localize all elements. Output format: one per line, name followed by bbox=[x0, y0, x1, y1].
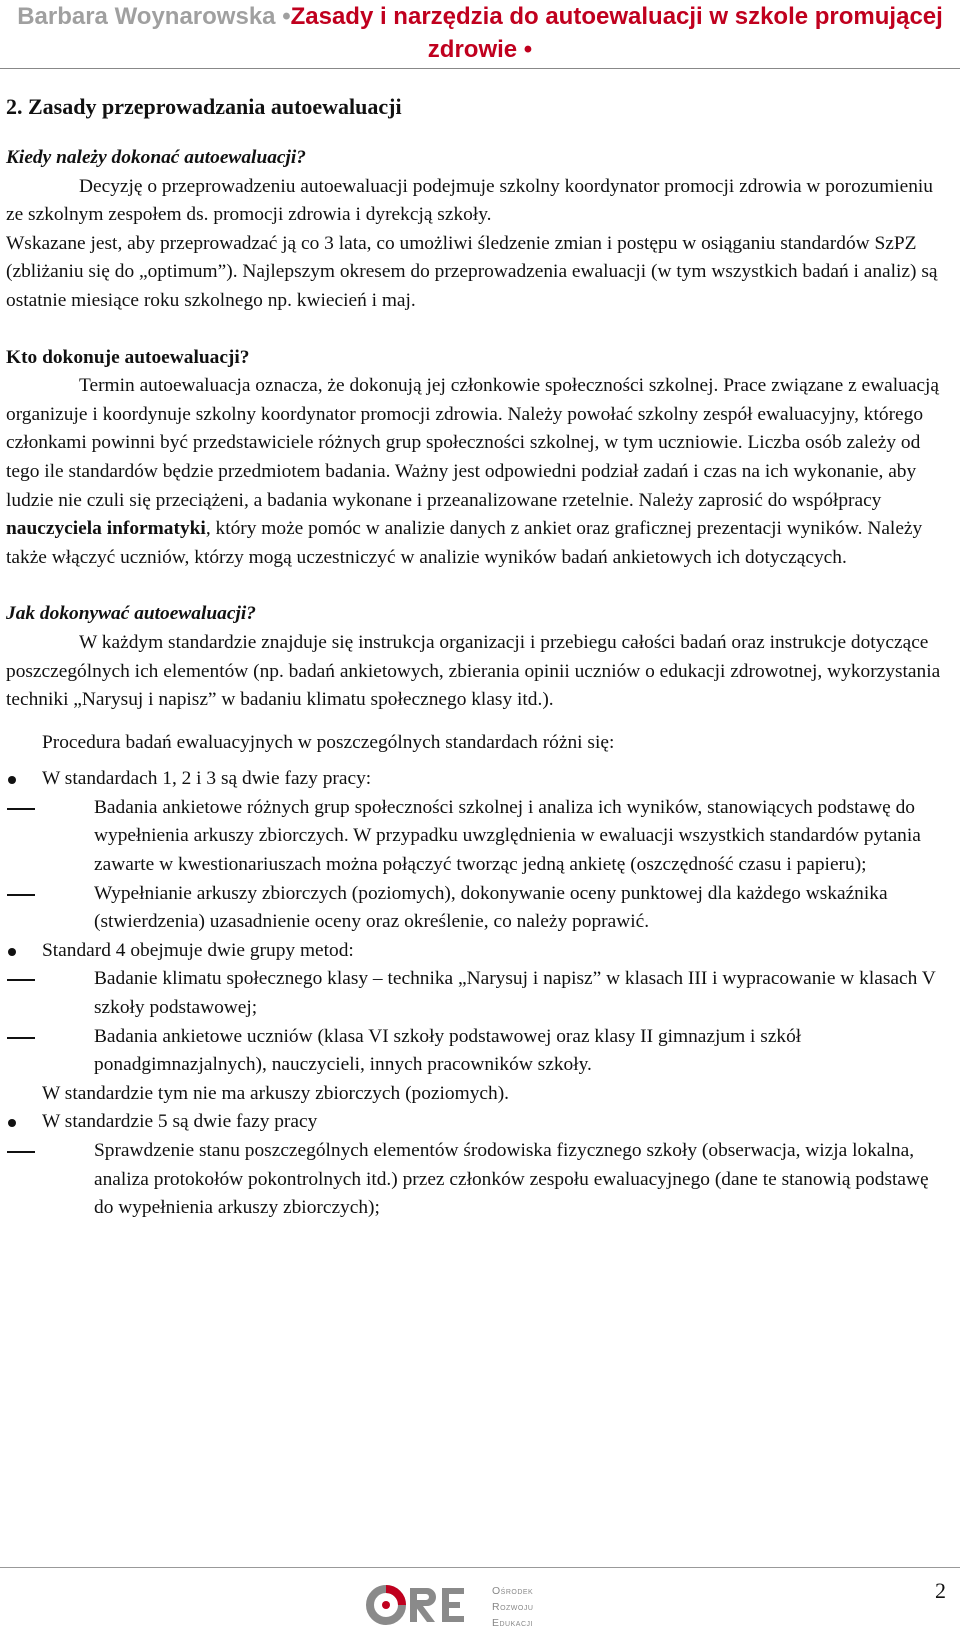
q3-heading: Jak dokonywać autoewaluacji? bbox=[6, 603, 256, 625]
dash-icon bbox=[7, 1037, 35, 1039]
list-label: W standardzie 5 są dwie fazy pracy bbox=[42, 1111, 318, 1133]
logo-line: Ośrodek bbox=[492, 1585, 534, 1597]
header-title: Zasady i narzędzia do autoewaluacji w szkole promującej zdrowie bbox=[290, 3, 943, 63]
procedure-list bbox=[6, 765, 946, 1223]
bullet-icon bbox=[8, 776, 16, 784]
sub-list-text: Badania ankietowe uczniów (klasa VI szkoły podstawowej oraz klasy II gimnazjum i szkół ponadgimnazjalnych), nauczycieli, innych pracowników szkoły. bbox=[94, 1025, 802, 1076]
list-item bbox=[6, 765, 946, 937]
bullet-icon bbox=[8, 1119, 16, 1127]
list-label: W standardach 1, 2 i 3 są dwie fazy pracy: bbox=[42, 768, 372, 790]
sub-list-item bbox=[42, 880, 946, 937]
sub-list-item bbox=[42, 794, 946, 880]
logo-line: Rozwoju bbox=[492, 1601, 534, 1613]
dash-icon bbox=[7, 808, 35, 810]
sub-list-item bbox=[42, 1137, 946, 1223]
sub-list-text: Badania ankietowe różnych grup społeczności szkolnej i analiza ich wyników, stanowiących podstawę do wypełnienia arkuszy zbiorczych. W przypadku uwzględnienia w ewaluacji wszystkich standardów pytania zawarte w kwestionariuszach można połączyć tworząc jedną ankietę (oszczędność czasu i papieru); bbox=[94, 796, 921, 876]
logo-line: Edukacji bbox=[492, 1617, 533, 1629]
bullet-icon bbox=[8, 948, 16, 956]
list-label: Standard 4 obejmuje dwie grupy metod: bbox=[42, 939, 354, 961]
q1-text-a: Decyzję o przeprowadzeniu autoewaluacji podejmuje szkolny koordynator promocji zdrowia w porozumieniu ze szkolnym zespołem ds. promocji zdrowia i dyrekcją szkoły. bbox=[6, 175, 933, 226]
section-title: 2. Zasady przeprowadzania autoewaluacji bbox=[6, 94, 402, 119]
ore-logo-text bbox=[492, 1583, 533, 1631]
dash-icon bbox=[7, 894, 35, 896]
q2-heading: Kto dokonuje autoewaluacji? bbox=[6, 346, 250, 368]
dash-icon bbox=[7, 979, 35, 981]
sub-list-item bbox=[42, 965, 946, 1022]
page-number: 2 bbox=[935, 1578, 946, 1603]
ore-logo-mark bbox=[364, 1582, 484, 1628]
q3-text: W każdym standardzie znajduje się instrukcja organizacji i przebiegu całości badań oraz instrukcje dotyczące poszczególnych ich elementów (np. badań ankietowych, zbierania opinii uczniów o edukacji zdrowotnej, wykorzystania techniki „Narysuj i napisz” w badaniu klimatu społecznego klasy itd.). bbox=[6, 631, 941, 711]
ore-logo bbox=[364, 1582, 484, 1633]
header-author: Barbara Woynarowska bbox=[17, 3, 276, 30]
sub-list-text: Sprawdzenie stanu poszczególnych elementów środowiska fizycznego szkoły (obserwacja, wizja lokalna, analiza protokołów pokontrolnych itd.) przez członków zespołu ewaluacyjnego (dane te stanowią podstawę do wypełnienia arkuszy zbiorczych); bbox=[94, 1140, 929, 1219]
sub-list-item bbox=[42, 1023, 946, 1080]
procedure-intro: Procedura badań ewaluacyjnych w poszczególnych standardach różni się: bbox=[42, 731, 615, 753]
sub-list-text: Wypełnianie arkuszy zbiorczych (poziomych), dokonywanie oceny punktowej dla każdego wskaźnika (stwierdzenia) uzasadnienie oceny oraz określenie, co należy poprawić. bbox=[94, 882, 888, 933]
page-header bbox=[0, 0, 960, 69]
list-note: W standardzie tym nie ma arkuszy zbiorczych (poziomych). bbox=[42, 1082, 509, 1104]
bullet-icon: • bbox=[523, 36, 533, 63]
sub-list bbox=[42, 794, 946, 937]
list-item bbox=[6, 1108, 946, 1222]
q2-bold: nauczyciela informatyki bbox=[6, 518, 206, 540]
sub-list bbox=[42, 1137, 946, 1223]
document-body bbox=[6, 92, 946, 1223]
sub-list-text: Badanie klimatu społecznego klasy – technika „Narysuj i napisz” w klasach III i wypracowanie w klasach V szkoły podstawowej; bbox=[94, 968, 936, 1019]
q1-text-b: Wskazane jest, aby przeprowadzać ją co 3 lata, co umożliwi śledzenie zmian i postępu w osiąganiu standardów SzPZ (zbliżaniu się do „optimum”). Najlepszym okresem do przeprowadzenia ewaluacji (w tym wszystkich badań i analiz) są ostatnie miesiące roku szkolnego np. kwiecień i maj. bbox=[6, 232, 938, 311]
q2-text bbox=[6, 372, 946, 572]
q2-text-a: Termin autoewaluacja oznacza, że dokonują jej członkowie społeczności szkolnej. Prace związane z ewaluacją organizuje i koordynuje szkolny koordynator promocji zdrowia. Należy powołać szkolny zespół ewaluacyjny, którego członkami powinni być przedstawiciele różnych grup społeczności szkolnej, w tym uczniowie. Liczba osób zależy od tego ile standardów będzie przedmiotem badania. Ważny jest odpowiedni podział zadań i czas na ich wykonanie, aby ludzie nie czuli się przeciążeni, a badania wykonane i przeanalizowane rzetelnie. Należy zaprosić do współpracy bbox=[6, 375, 940, 511]
list-item bbox=[6, 937, 946, 1109]
q1-heading: Kiedy należy dokonać autoewaluacji? bbox=[6, 147, 307, 168]
q2-text-b: , który może pomóc w analizie danych z ankiet oraz graficznej prezentacji wyników. Należy także włączyć uczniów, którzy mogą uczestniczyć w analizie wyników badań ankietowych ich dotyczących. bbox=[6, 518, 923, 568]
bullet-icon: • bbox=[282, 3, 291, 30]
dash-icon bbox=[7, 1151, 35, 1153]
sub-list bbox=[42, 965, 946, 1079]
